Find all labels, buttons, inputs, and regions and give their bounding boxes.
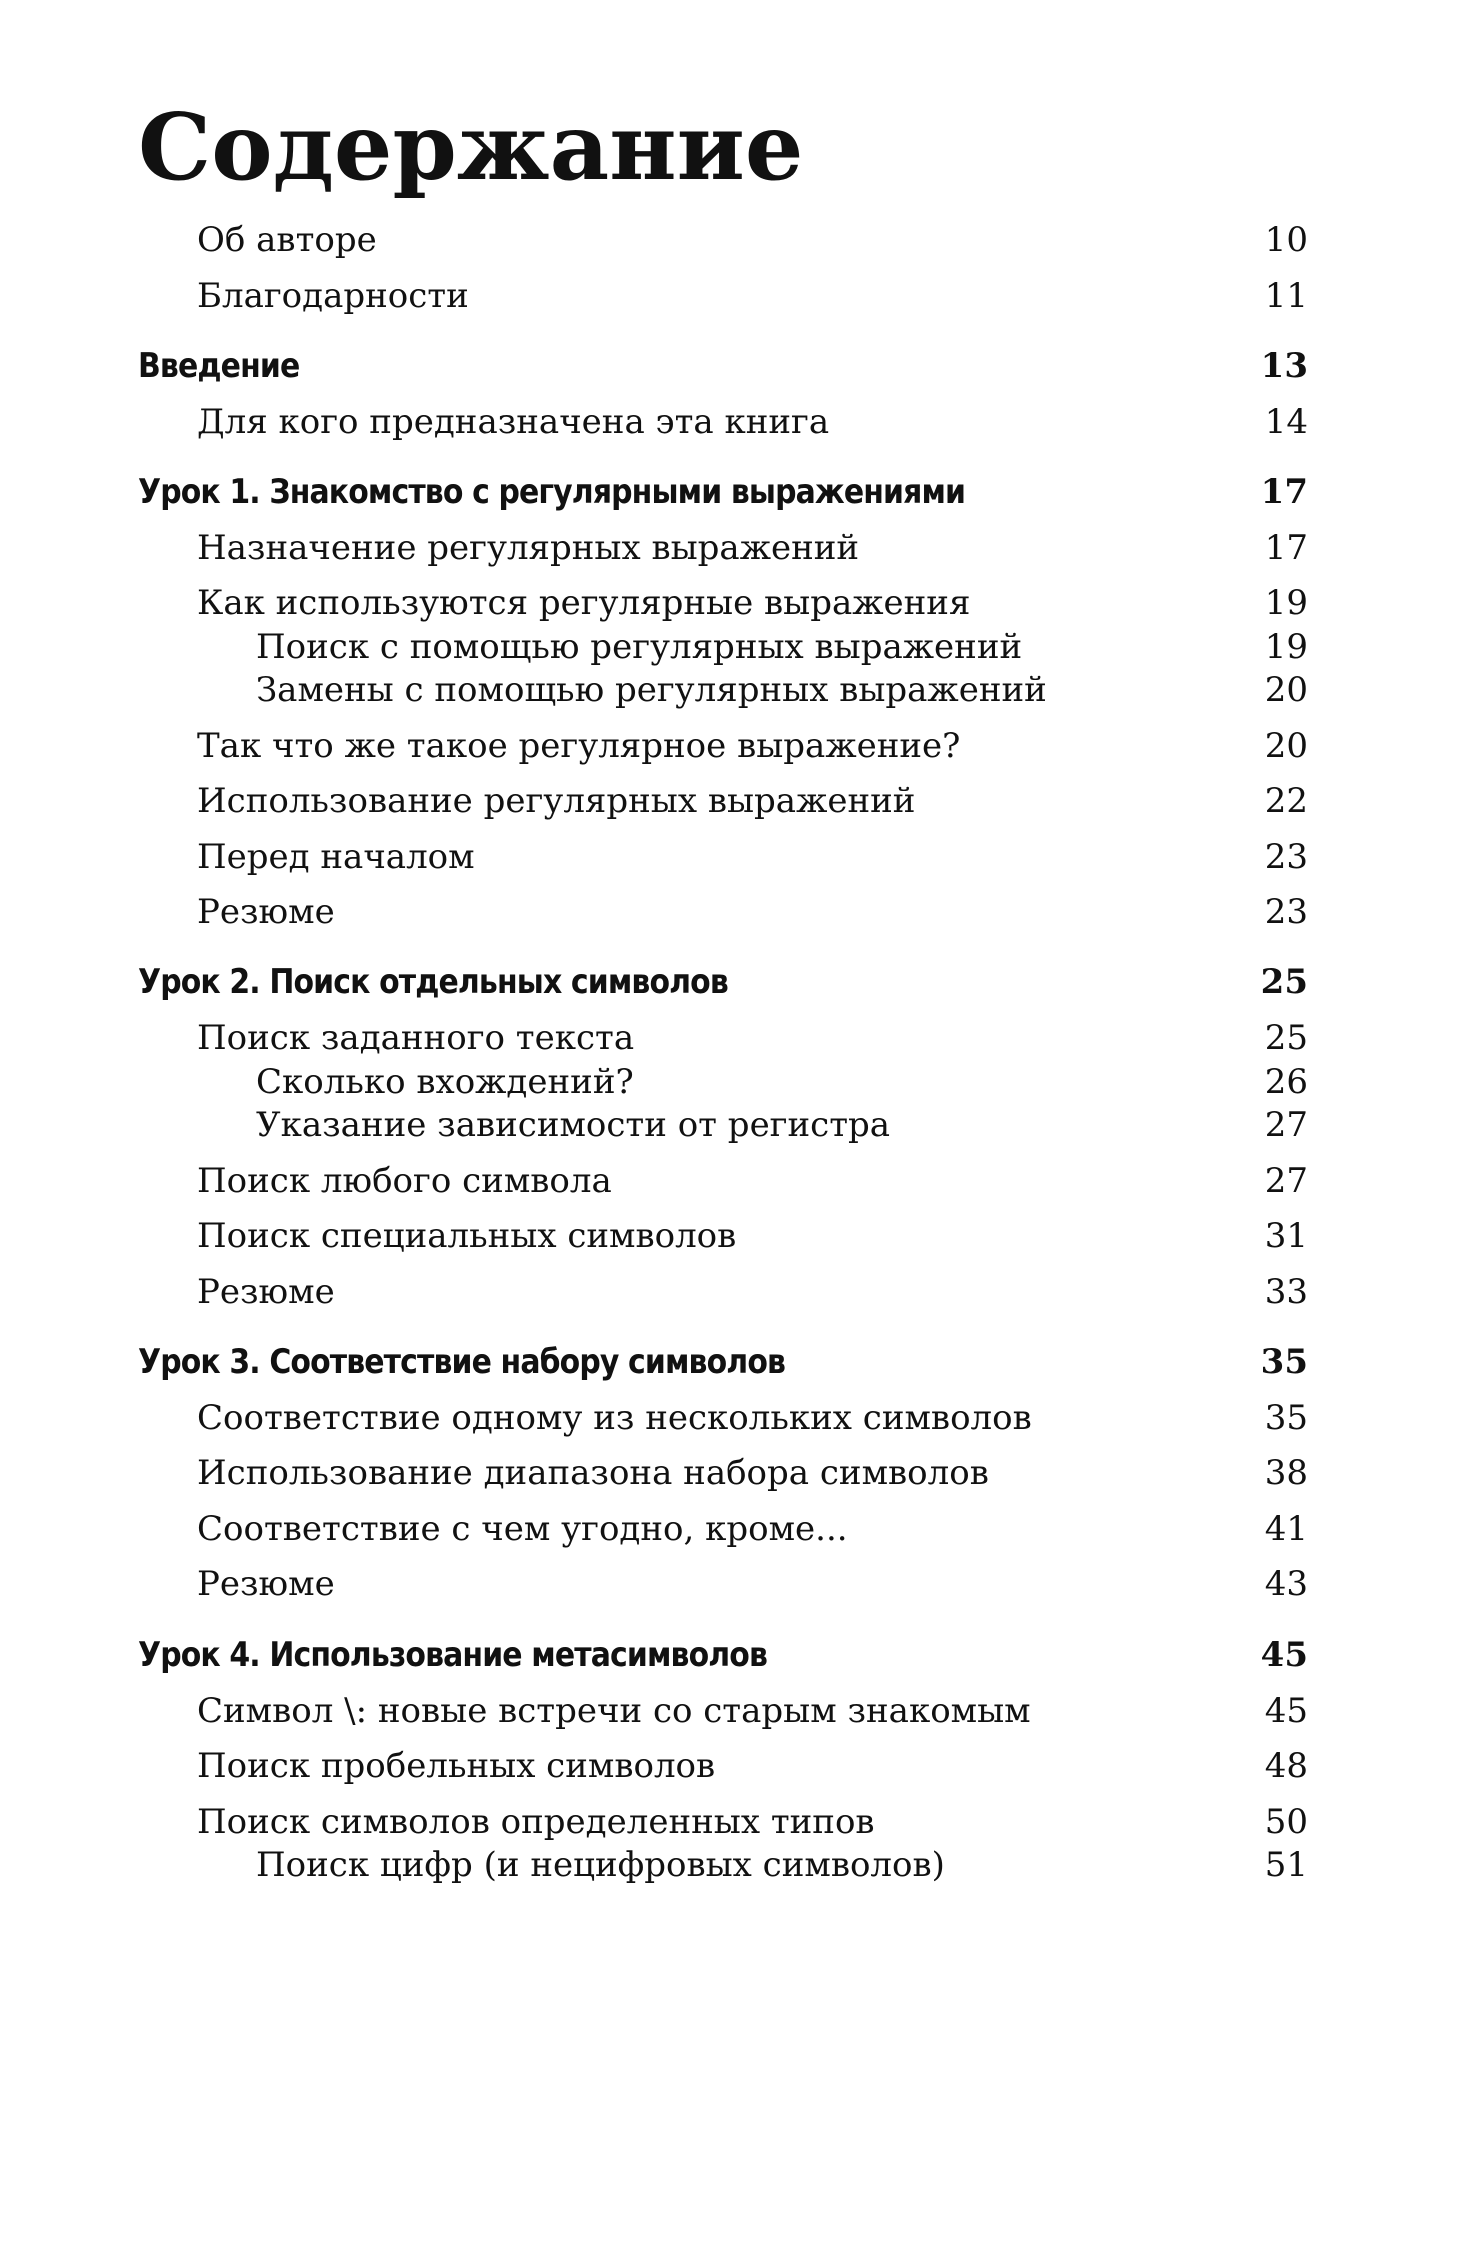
toc-entry — [0, 724, 1460, 768]
toc-page-number: 17 — [1264, 528, 1308, 568]
toc-page-number: 48 — [1264, 1746, 1308, 1786]
toc-page-number: 23 — [1264, 892, 1308, 932]
toc-entry — [0, 1159, 1460, 1203]
toc-page-number: 10 — [1264, 220, 1308, 260]
toc-entry-label: Поиск цифр (и нецифровых символов) — [256, 1845, 945, 1885]
toc-page-number: 13 — [1260, 346, 1308, 386]
toc-entry-label: Назначение регулярных выражений — [197, 528, 860, 568]
toc-entry — [0, 1744, 1460, 1788]
toc-entry — [0, 1214, 1460, 1258]
toc-page-number: 51 — [1264, 1845, 1308, 1885]
toc-entry-label: Соответствие одному из нескольких символов — [197, 1398, 1032, 1438]
toc-chapter-heading — [0, 470, 1460, 514]
toc-entry-label: Поиск пробельных символов — [197, 1746, 716, 1786]
toc-page-number: 50 — [1264, 1802, 1308, 1842]
toc-page-number: 43 — [1264, 1564, 1308, 1604]
toc-entry — [0, 1689, 1460, 1733]
toc-page-number: 45 — [1264, 1691, 1308, 1731]
toc-page-number: 45 — [1260, 1635, 1308, 1675]
toc-chapter-heading — [0, 960, 1460, 1004]
toc-entry-label: Использование диапазона набора символов — [197, 1453, 989, 1493]
toc-page-number: 19 — [1264, 583, 1308, 623]
toc-entry — [0, 668, 1460, 712]
toc-page-number: 14 — [1264, 402, 1308, 442]
toc-entry-label: Введение — [138, 346, 300, 386]
toc-entry-label: Резюме — [197, 1564, 335, 1604]
toc-entry-label: Соответствие с чем угодно, кроме... — [197, 1509, 848, 1549]
toc-page-number: 19 — [1264, 627, 1308, 667]
toc-page-number: 35 — [1264, 1398, 1308, 1438]
toc-entry-label: Поиск любого символа — [197, 1161, 612, 1201]
page-title: Содержание — [138, 93, 804, 201]
toc-page-number: 11 — [1264, 276, 1308, 316]
toc-entry — [0, 835, 1460, 879]
toc-entry — [0, 779, 1460, 823]
toc-entry-label: Перед началом — [197, 837, 475, 877]
toc-entry — [0, 1016, 1460, 1060]
toc-entry — [0, 218, 1460, 262]
toc-entry-label: Урок 4. Использование метасимволов — [138, 1635, 768, 1675]
toc-entry — [0, 400, 1460, 444]
toc-entry-label: Благодарности — [197, 276, 469, 316]
toc-entry-label: Об авторе — [197, 220, 377, 260]
toc-entry-label: Как используются регулярные выражения — [197, 583, 971, 623]
toc-page-number: 22 — [1264, 781, 1308, 821]
toc-page-number: 17 — [1260, 472, 1308, 512]
toc-entry-label: Поиск заданного текста — [197, 1018, 635, 1058]
toc-chapter-heading — [0, 1340, 1460, 1384]
toc-chapter-heading — [0, 1633, 1460, 1677]
toc-entry — [0, 1562, 1460, 1606]
toc-page-number: 26 — [1264, 1062, 1308, 1102]
toc-entry-label: Сколько вхождений? — [256, 1062, 634, 1102]
toc-entry — [0, 1396, 1460, 1440]
toc-page-number: 25 — [1260, 962, 1308, 1002]
toc-entry — [0, 1507, 1460, 1551]
toc-entry — [0, 1270, 1460, 1314]
toc-page-number: 35 — [1260, 1342, 1308, 1382]
toc-entry-label: Символ \: новые встречи со старым знакомым — [197, 1691, 1031, 1731]
toc-page-number: 23 — [1264, 837, 1308, 877]
toc-entry — [0, 890, 1460, 934]
toc-entry — [0, 526, 1460, 570]
toc-entry-label: Использование регулярных выражений — [197, 781, 916, 821]
toc-page-number: 33 — [1264, 1272, 1308, 1312]
toc-entry-label: Урок 3. Соответствие набору символов — [138, 1342, 786, 1382]
toc-entry-label: Урок 2. Поиск отдельных символов — [138, 962, 728, 1002]
toc-entry-label: Поиск с помощью регулярных выражений — [256, 627, 1023, 667]
toc-entry — [0, 1103, 1460, 1147]
toc-chapter-heading — [0, 344, 1460, 388]
toc-entry — [0, 1060, 1460, 1104]
toc-entry-label: Урок 1. Знакомство с регулярными выражениями — [138, 472, 966, 512]
toc-page-number: 41 — [1264, 1509, 1308, 1549]
toc-entry — [0, 274, 1460, 318]
toc-entry-label: Поиск специальных символов — [197, 1216, 737, 1256]
toc-entry-label: Для кого предназначена эта книга — [197, 402, 830, 442]
toc-entry — [0, 1800, 1460, 1844]
toc-page-number: 27 — [1264, 1105, 1308, 1145]
toc-page-number: 20 — [1264, 670, 1308, 710]
toc-entry-label: Замены с помощью регулярных выражений — [256, 670, 1047, 710]
toc-entry-label: Так что же такое регулярное выражение? — [197, 726, 961, 766]
toc-page-number: 20 — [1264, 726, 1308, 766]
toc-page-number: 25 — [1264, 1018, 1308, 1058]
toc-entry — [0, 1451, 1460, 1495]
toc-entry — [0, 625, 1460, 669]
toc-page-number: 27 — [1264, 1161, 1308, 1201]
toc-entry-label: Резюме — [197, 1272, 335, 1312]
toc-entry-label: Указание зависимости от регистра — [256, 1105, 891, 1145]
toc-entry-label: Поиск символов определенных типов — [197, 1802, 875, 1842]
toc-entry — [0, 1843, 1460, 1887]
toc-page-number: 38 — [1264, 1453, 1308, 1493]
toc-page-number: 31 — [1264, 1216, 1308, 1256]
toc-entry — [0, 581, 1460, 625]
toc-entry-label: Резюме — [197, 892, 335, 932]
